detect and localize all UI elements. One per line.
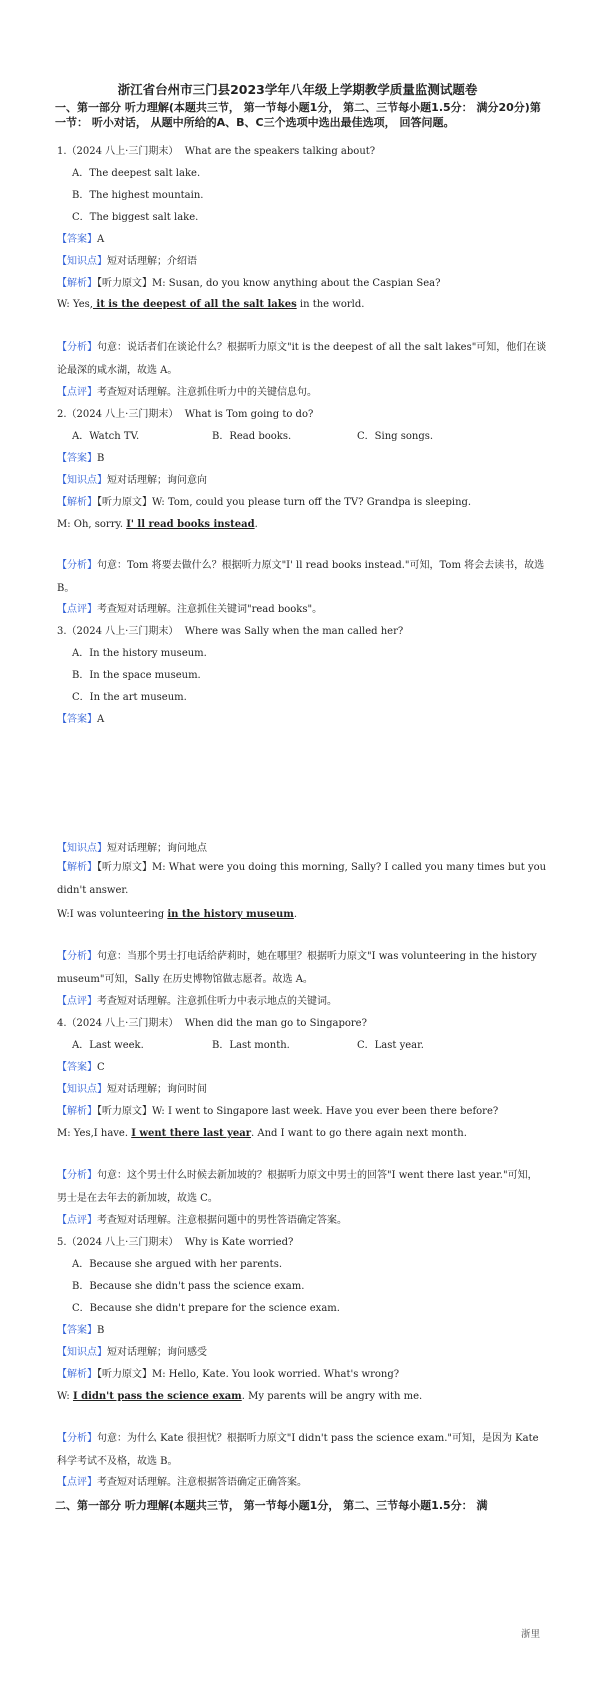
q1-script-line-1: 【解析】【听力原文】M: Susan, do you know anything about the Caspian Sea? — [57, 278, 441, 289]
q3-answer: 【答案】A — [57, 714, 105, 725]
q2-knowledge: 【知识点】短对话理解；询问意向 — [57, 475, 207, 486]
page-title: 浙江省台州市三门县2023学年八年级上学期教学质量监测试题卷 — [117, 82, 478, 97]
q2-answer: 【答案】B — [57, 453, 105, 464]
q5-knowledge: 【知识点】短对话理解；询问感受 — [57, 1347, 207, 1358]
q3-analysis: 【分析】句意：当那个男士打电话给萨莉时，她在哪里？根据听力原文"I was volunteering in the history museum"可知，Sally 在历史博物馆做志愿者。故选 A。 — [57, 951, 537, 985]
q2-option-b: B．Read books. — [212, 431, 292, 442]
q3-script-line-1: 【解析】【听力原文】M: What were you doing this morning, Sally? I called you many times but you didn't answer. — [57, 862, 547, 896]
q5-option-a: A．Because she argued with her parents. — [72, 1259, 283, 1270]
q4-answer: 【答案】C — [57, 1062, 105, 1073]
q2-options — [72, 430, 542, 444]
q2-script-line-2: M: Oh, sorry. I' ll read books instead. — [57, 519, 258, 530]
q2-script-line-1: 【解析】【听力原文】W: Tom, could you please turn off the TV? Grandpa is sleeping. — [57, 497, 472, 508]
q4-comment: 【点评】考查短对话理解。注意根据问题中的男性答语确定答案。 — [57, 1215, 347, 1226]
question-1-stem: 1.（2024 八上·三门期末） What are the speakers talking about? — [57, 146, 376, 157]
page-footer: 浙里 — [520, 1629, 540, 1640]
q4-script-line-2: M: Yes,I have. I went there last year. And I want to go there again next month. — [57, 1128, 467, 1139]
section-heading: 一、第一部分 听力理解(本题共三节， 第一节每小题1分， 第二、三节每小题1.5分： 满分20分)第一节： 听小对话， 从题中所给的A、B、C三个选项中选出最佳选项， 回答问题。 — [55, 101, 541, 129]
q4-option-a: A．Last week. — [72, 1040, 144, 1051]
q4-option-b: B．Last month. — [212, 1040, 290, 1051]
q1-knowledge: 【知识点】短对话理解；介绍语 — [57, 256, 197, 267]
q1-option-a: A．The deepest salt lake. — [72, 168, 201, 179]
q1-option-c: C．The biggest salt lake. — [72, 212, 199, 223]
q1-analysis: 【分析】句意：说话者们在谈论什么？根据听力原文"it is the deepest of all the salt lakes"可知，他们在谈论最深的咸水湖，故选 A。 — [57, 342, 547, 376]
q5-script-line-1: 【解析】【听力原文】M: Hello, Kate. You look worried. What's wrong? — [57, 1369, 400, 1380]
q2-comment: 【点评】考查短对话理解。注意抓住关键词"read books"。 — [57, 604, 323, 615]
q1-script-line-2: W: Yes, it is the deepest of all the salt lakes in the world. — [57, 299, 365, 310]
q1-comment: 【点评】考查短对话理解。注意抓住听力中的关键信息句。 — [57, 387, 317, 398]
q5-answer: 【答案】B — [57, 1325, 105, 1336]
q2-analysis: 【分析】句意：Tom 将要去做什么？根据听力原文"I' ll read books instead."可知，Tom 将会去读书，故选 B。 — [57, 560, 545, 594]
q5-analysis: 【分析】句意：为什么 Kate 很担忧？根据听力原文"I didn't pass the science exam."可知，是因为 Kate 科学考试不及格，故选 B。 — [57, 1433, 539, 1467]
q3-option-b: B．In the space museum. — [72, 670, 201, 681]
q4-options — [72, 1039, 542, 1053]
q4-knowledge: 【知识点】短对话理解；询问时间 — [57, 1084, 207, 1095]
q3-knowledge: 【知识点】短对话理解；询问地点 — [57, 843, 207, 854]
q5-comment: 【点评】考查短对话理解。注意根据答语确定正确答案。 — [57, 1477, 307, 1488]
q2-option-a: A．Watch TV. — [72, 431, 140, 442]
q4-analysis: 【分析】句意：这个男士什么时候去新加坡的？根据听力原文中男士的回答"I went there last year."可知，男士是在去年去的新加坡，故选 C。 — [57, 1170, 538, 1204]
q3-comment: 【点评】考查短对话理解。注意抓住听力中表示地点的关键词。 — [57, 996, 337, 1007]
q2-option-c: C．Sing songs. — [357, 431, 434, 442]
q3-option-c: C．In the art museum. — [72, 692, 187, 703]
q5-option-c: C．Because she didn't prepare for the science exam. — [72, 1303, 340, 1314]
q5-script-line-2: W: I didn't pass the science exam. My parents will be angry with me. — [57, 1391, 423, 1402]
q4-option-c: C．Last year. — [357, 1040, 424, 1051]
section-2-heading: 二、第一部分 听力理解(本题共三节， 第一节每小题1分， 第二、三节每小题1.5分： 满 — [55, 1499, 488, 1512]
q1-answer: 【答案】A — [57, 234, 105, 245]
question-5-stem: 5.（2024 八上·三门期末） Why is Kate worried? — [57, 1237, 294, 1248]
q5-option-b: B．Because she didn't pass the science exam. — [72, 1281, 305, 1292]
question-3-stem: 3.（2024 八上·三门期末） Where was Sally when the man called her? — [57, 626, 404, 637]
q1-option-b: B．The highest mountain. — [72, 190, 204, 201]
question-2-stem: 2.（2024 八上·三门期末） What is Tom going to do? — [57, 409, 314, 420]
question-4-stem: 4.（2024 八上·三门期末） When did the man go to Singapore? — [57, 1018, 367, 1029]
q3-script-line-2: W:I was volunteering in the history museum. — [57, 909, 298, 920]
q3-option-a: A．In the history museum. — [72, 648, 207, 659]
q4-script-line-1: 【解析】【听力原文】W: I went to Singapore last week. Have you ever been there before? — [57, 1106, 499, 1117]
